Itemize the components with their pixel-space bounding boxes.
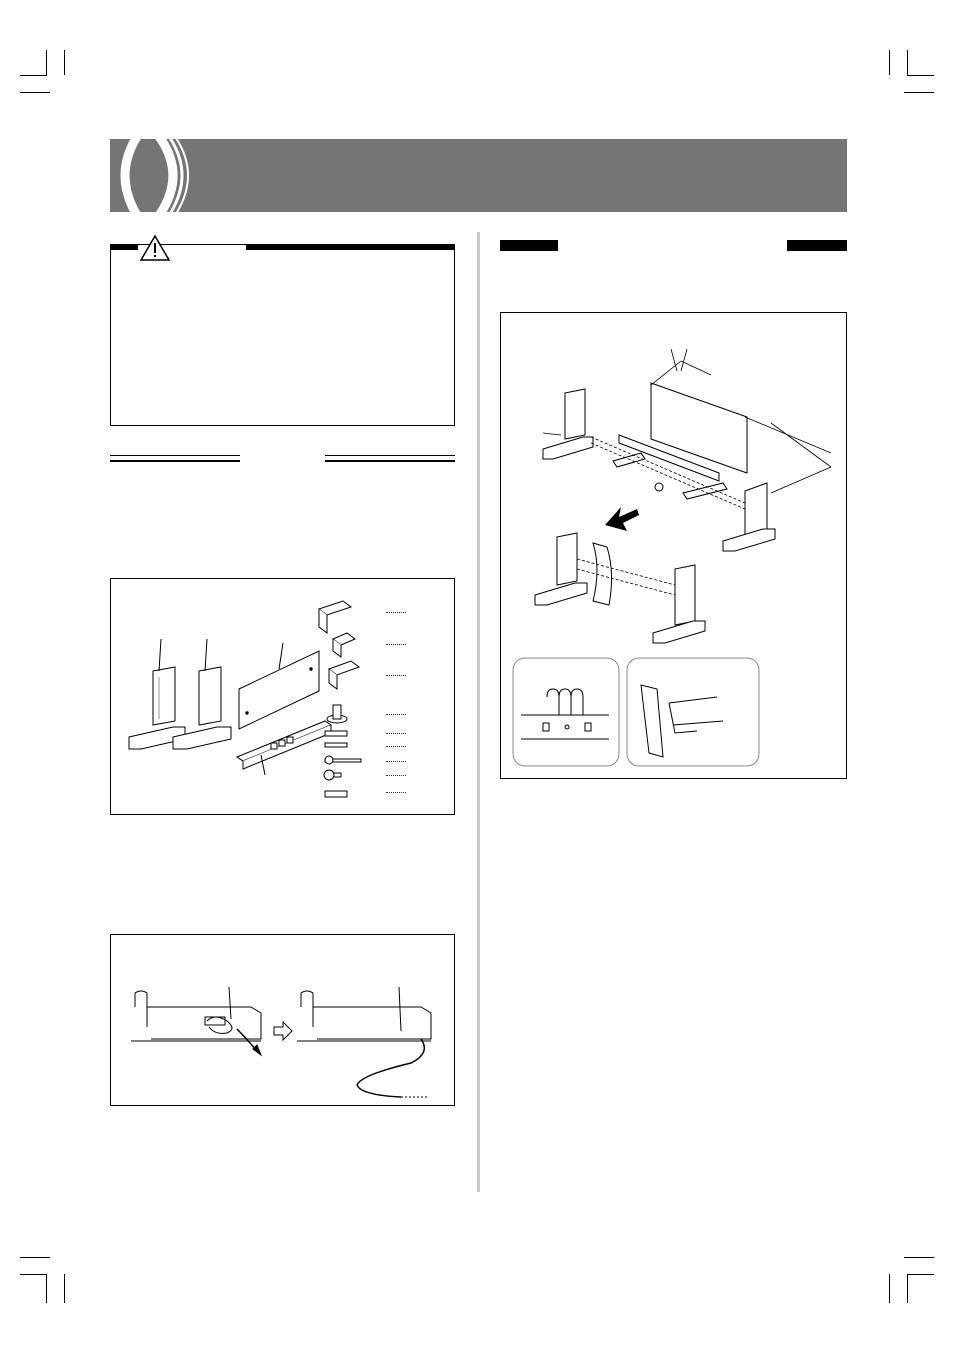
dot-leader [386, 792, 406, 793]
dot-leader [386, 775, 406, 776]
assembly-header-bar-left [500, 240, 558, 251]
column-divider [477, 232, 480, 1192]
dot-leader [386, 714, 406, 715]
title-banner [110, 139, 847, 212]
dot-leader [386, 761, 406, 762]
assembly-illustration [501, 313, 848, 780]
caution-header-bar-right [246, 244, 455, 250]
parts-illustration [111, 579, 456, 816]
parts-list-figure [110, 578, 455, 815]
right-hollow-arrow-icon [273, 1021, 293, 1041]
dot-leader [386, 612, 406, 613]
dot-leader [386, 675, 406, 676]
banner-ornament [110, 139, 200, 212]
dot-leader [386, 746, 406, 747]
cable-routing-figure [110, 934, 455, 1106]
assembly-figure [500, 312, 847, 779]
dot-leader [386, 644, 406, 645]
dot-leader [386, 733, 406, 734]
caution-header-bar-left [110, 244, 138, 250]
assembly-header-bar-right [787, 240, 847, 251]
down-left-bold-arrow-icon [605, 503, 639, 533]
caution-box [110, 244, 455, 426]
warning-triangle-icon [139, 234, 171, 262]
